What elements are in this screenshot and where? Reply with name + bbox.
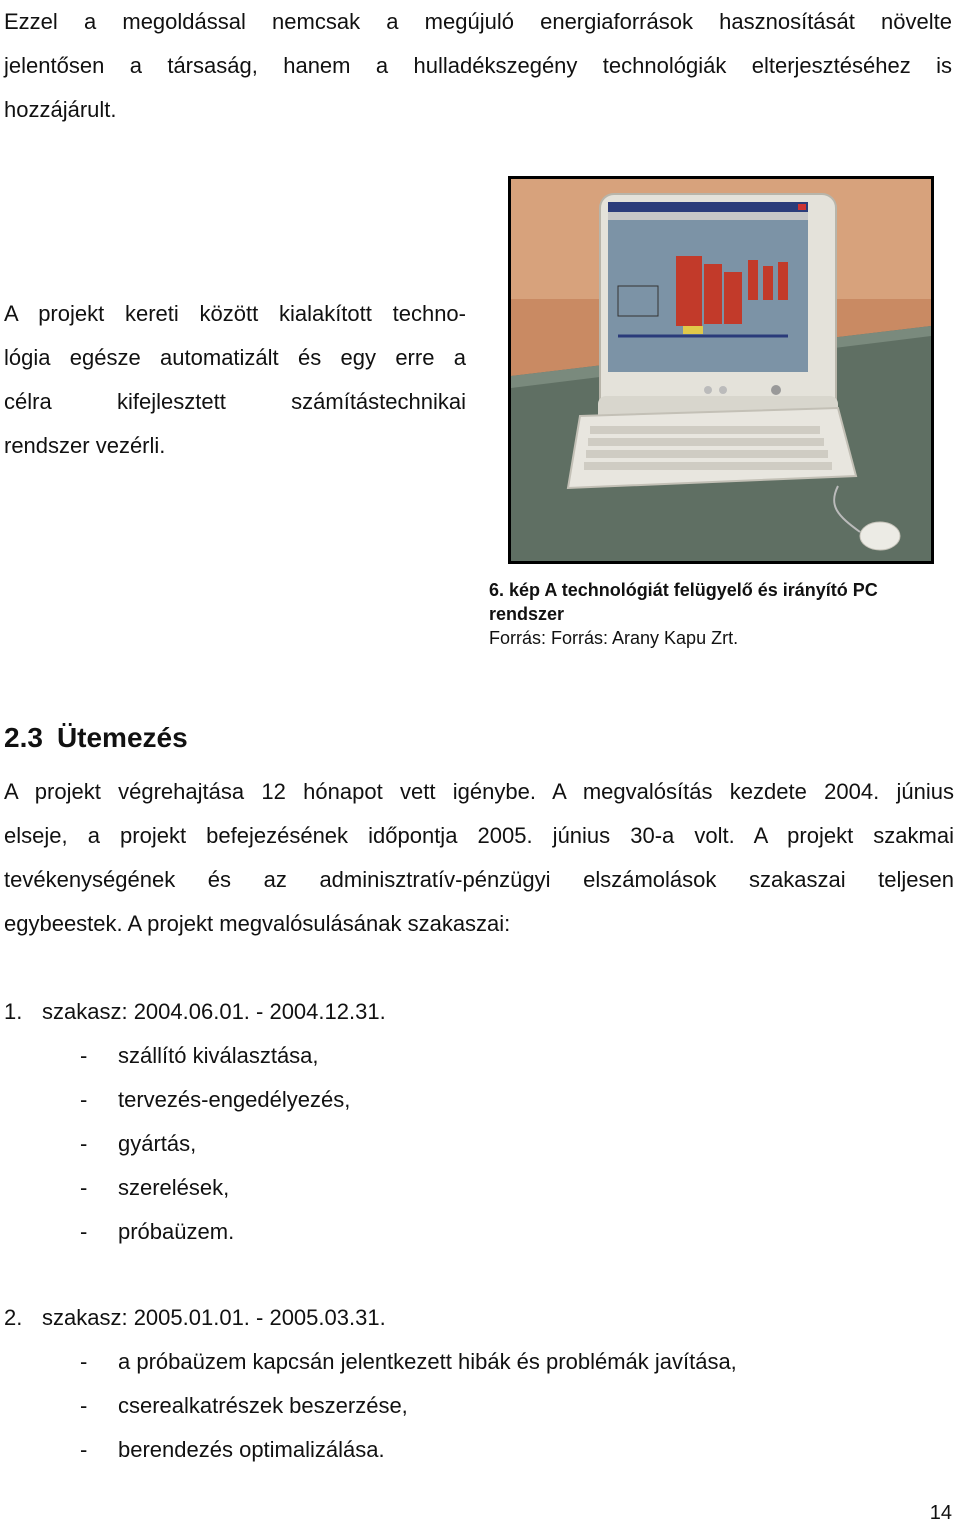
list-item: - tervezés-engedélyezés, xyxy=(80,1087,351,1112)
automation-line: lógia egésze automatizált és egy erre a xyxy=(4,345,466,370)
intro-line: Ezzel a megoldással nemcsak a megújuló energiaforrások hasznosítását növelte xyxy=(4,9,952,34)
section-number: 2.3 xyxy=(4,722,43,753)
list-item: - szállító kiválasztása, xyxy=(80,1043,319,1068)
schedule-line: A projekt végrehajtása 12 hónapot vett igénybe. A megvalósítás kezdete 2004. június xyxy=(4,779,954,804)
schedule-line: egybeestek. A projekt megvalósulásának szakaszai: xyxy=(4,911,511,936)
intro-line: hozzájárult. xyxy=(4,97,117,122)
automation-line: A projekt kereti között kialakított techno- xyxy=(4,301,466,326)
automation-line: rendszer vezérli. xyxy=(4,433,166,458)
stage-heading xyxy=(4,1296,386,1340)
page-number: 14 xyxy=(929,1502,952,1524)
section-heading xyxy=(4,718,188,758)
figure-caption-source: Forrás: Forrás: Arany Kapu Zrt. xyxy=(489,628,739,648)
list-item: - szerelések, xyxy=(80,1175,230,1200)
pc-system-photo xyxy=(508,176,934,564)
list-item: - gyártás, xyxy=(80,1131,197,1156)
figure-caption-title: 6. kép A technológiát felügyelő és irányító PC rendszer xyxy=(489,580,878,624)
list-item: - berendezés optimalizálása. xyxy=(80,1437,385,1462)
list-item: - próbaüzem. xyxy=(80,1219,235,1244)
schedule-line: tevékenységének és az adminisztratív-pénzügyi elszámolások szakaszai teljesen xyxy=(4,867,954,892)
photo-illustration xyxy=(508,176,934,564)
automation-line: célra kifejlesztett számítástechnikai xyxy=(4,389,466,414)
schedule-line: elseje, a projekt befejezésének időpontja 2005. június 30-a volt. A projekt szakmai xyxy=(4,823,954,848)
list-item: - cserealkatrészek beszerzése, xyxy=(80,1393,408,1418)
figure-caption xyxy=(489,578,955,650)
section-title: Ütemezés xyxy=(56,722,188,753)
stage-number: 2. xyxy=(4,1305,23,1330)
intro-line: jelentősen a társaság, hanem a hulladékszegény technológiák elterjesztéséhez is xyxy=(4,53,952,78)
stage-heading xyxy=(4,990,386,1034)
list-item: - a próbaüzem kapcsán jelentkezett hibák és problémák javítása, xyxy=(80,1349,737,1374)
stage-label: szakasz: 2005.01.01. - 2005.03.31. xyxy=(42,1305,386,1330)
stage-label: szakasz: 2004.06.01. - 2004.12.31. xyxy=(42,999,386,1024)
stage-number: 1. xyxy=(4,999,23,1024)
